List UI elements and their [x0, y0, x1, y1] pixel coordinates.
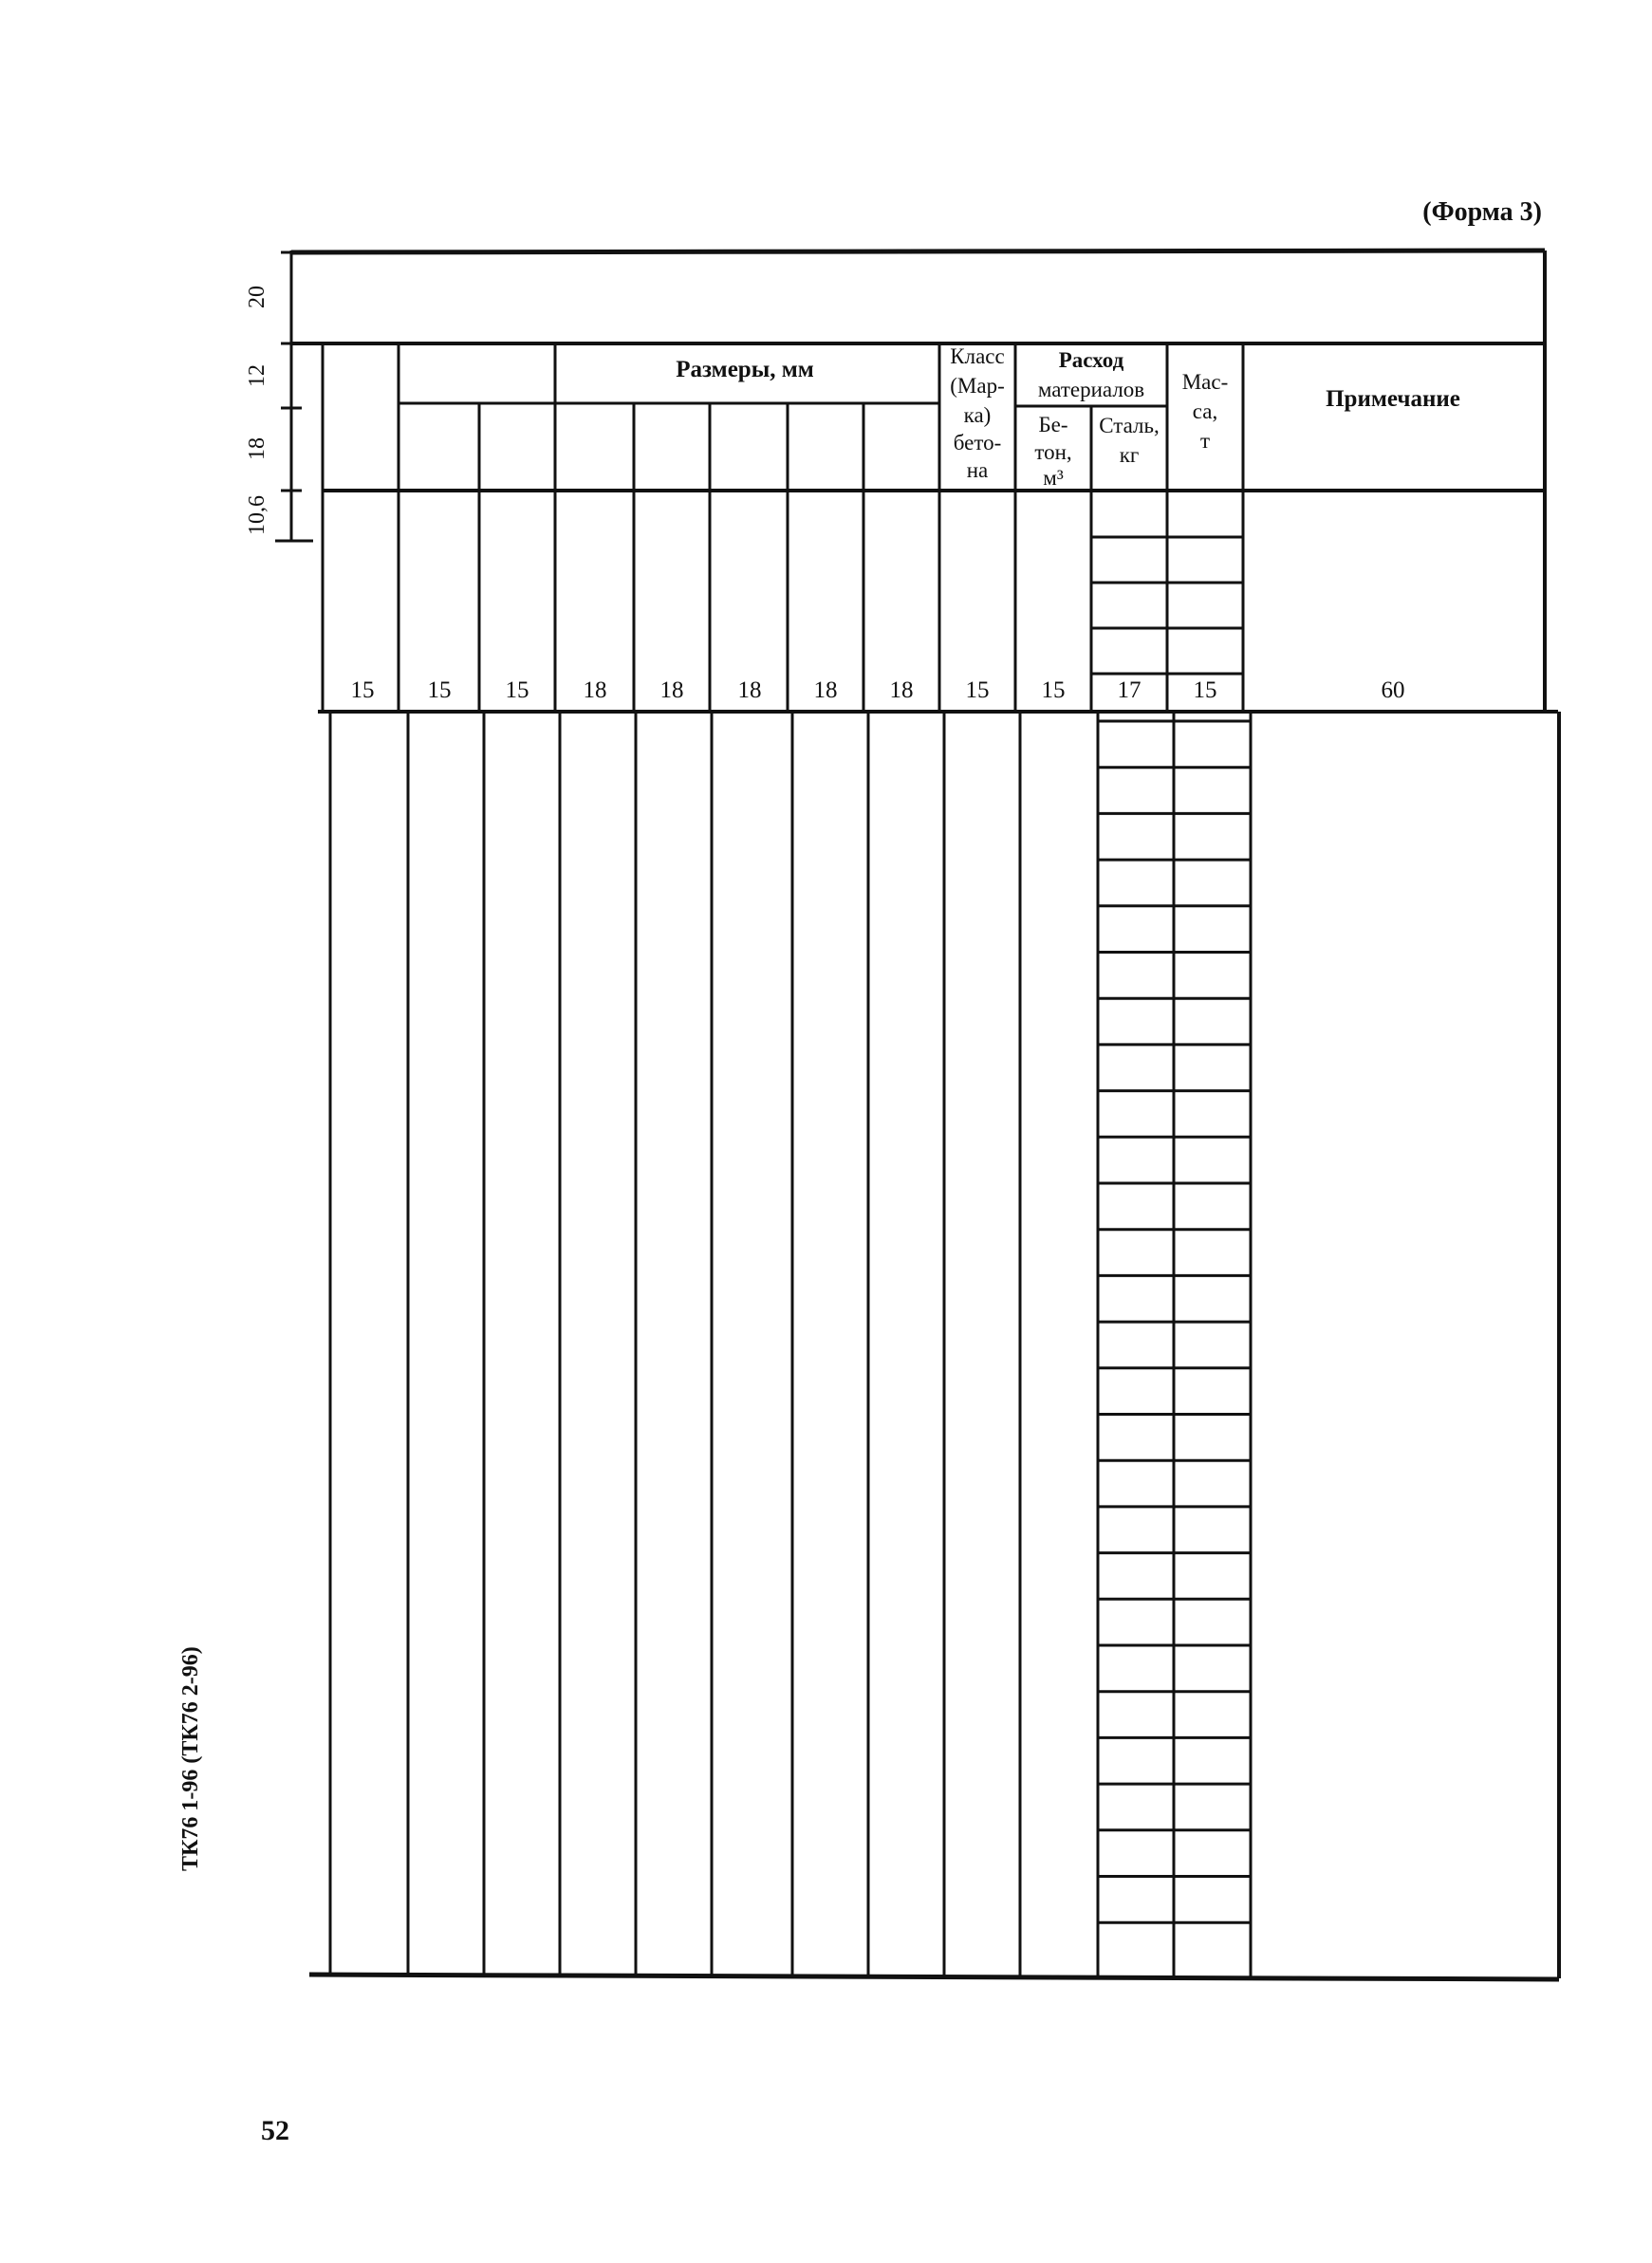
svg-text:са,: са, [1192, 399, 1218, 423]
concrete-volume-header [1034, 413, 1071, 490]
top-blank-strip [291, 250, 1545, 343]
dim-label-10-6: 10,6 [245, 495, 269, 535]
svg-text:(Мар-: (Мар- [950, 374, 1005, 398]
width-label: 15 [350, 677, 375, 703]
width-label: 17 [1117, 677, 1142, 703]
width-label: 18 [813, 677, 838, 703]
note-header: Примечание [1326, 386, 1460, 412]
svg-text:Класс: Класс [950, 344, 1005, 368]
svg-text:Мас-: Мас- [1181, 370, 1229, 394]
width-label: 60 [1381, 677, 1405, 703]
left-dimension-scale [275, 252, 313, 541]
svg-text:кг: кг [1119, 443, 1140, 467]
width-label: 18 [659, 677, 684, 703]
header-grid [291, 343, 1545, 491]
column-width-labels [351, 677, 1405, 703]
width-label: 15 [1193, 677, 1217, 703]
dim-label-20: 20 [245, 286, 269, 308]
width-label: 15 [965, 677, 990, 703]
svg-text:м³: м³ [1043, 466, 1064, 490]
svg-text:бето-: бето- [953, 431, 1002, 454]
width-label: 15 [427, 677, 452, 703]
form-label: (Форма 3) [1422, 197, 1542, 227]
dim-label-12: 12 [245, 364, 269, 387]
sizes-title: Размеры, мм [676, 357, 814, 382]
width-label: 18 [889, 677, 914, 703]
mass-header [1182, 370, 1229, 453]
width-label: 18 [583, 677, 607, 703]
svg-text:Бе-: Бе- [1038, 413, 1068, 436]
width-label: 15 [1041, 677, 1066, 703]
body-grid [309, 712, 1559, 1979]
svg-text:т: т [1199, 429, 1211, 453]
svg-text:ка): ка) [963, 403, 992, 427]
width-label: 18 [737, 677, 762, 703]
page-number: 52 [261, 2115, 289, 2146]
svg-text:тон,: тон, [1034, 440, 1072, 464]
document-code-side-label: ТК76 1-96 (ТК76 2-96) [178, 1646, 203, 1871]
dim-label-18: 18 [245, 437, 269, 460]
svg-text:на: на [966, 458, 989, 482]
steel-header [1099, 414, 1160, 467]
width-label: 15 [505, 677, 529, 703]
svg-text:материалов: материалов [1037, 378, 1145, 401]
svg-text:Расход: Расход [1058, 348, 1124, 372]
svg-text:Сталь,: Сталь, [1099, 414, 1160, 437]
concrete-class-header [950, 344, 1004, 482]
materials-title [1038, 348, 1144, 401]
